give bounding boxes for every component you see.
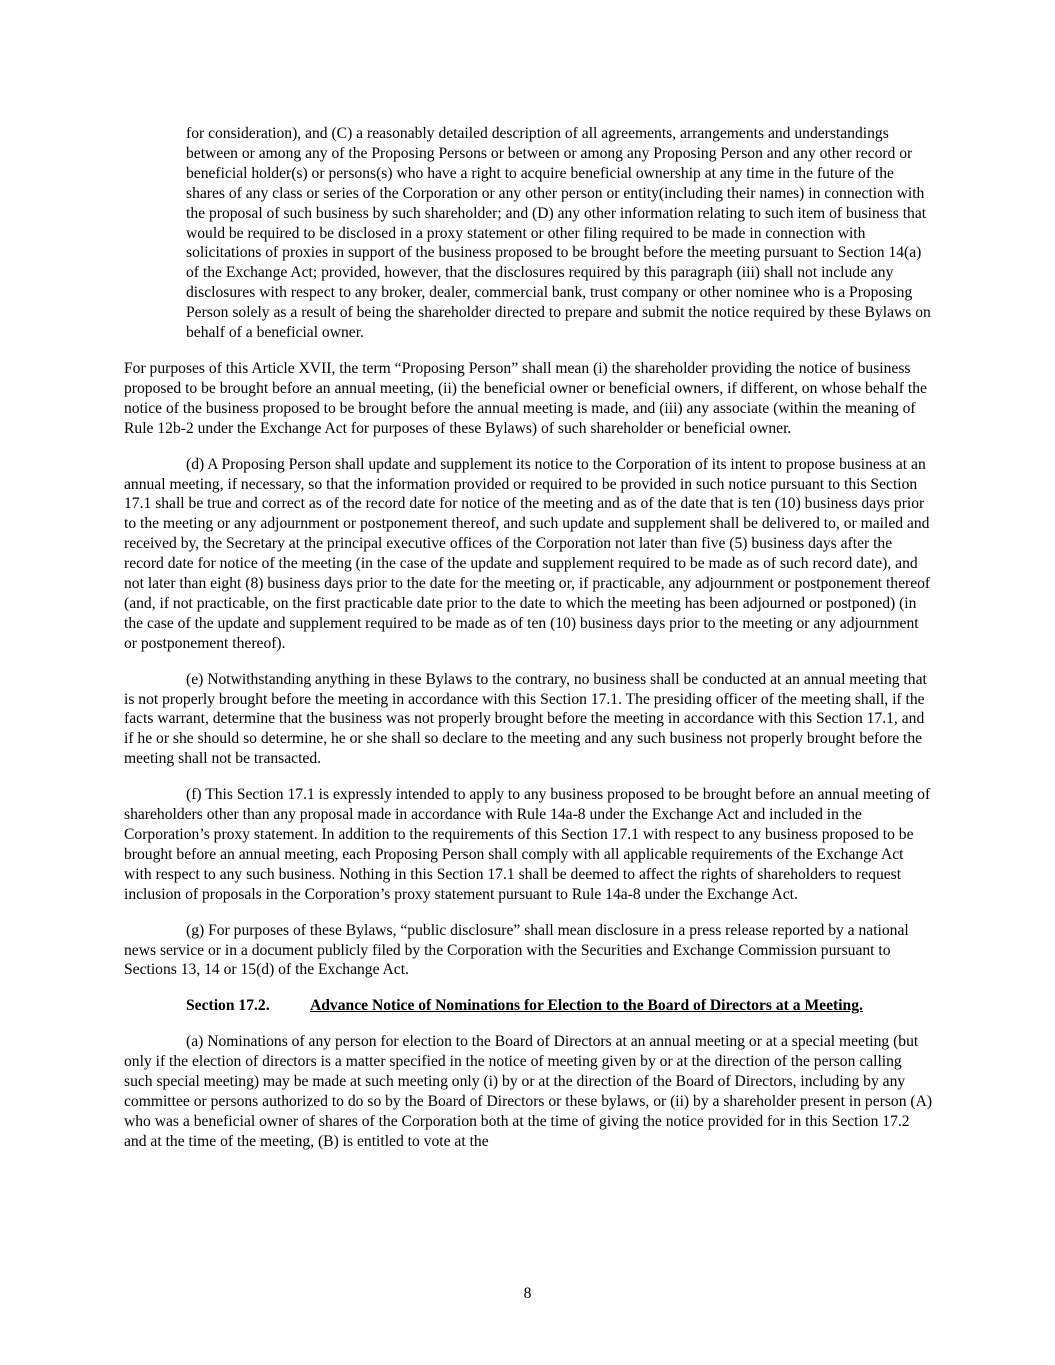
paragraph-a-nominations: (a) Nominations of any person for election to the Board of Directors at an annual meeting or at a special meeting (but only if the election of directors is a matter specified in the notice of meeting given by or at the direction of the person calling such special meeting) may be made at such meeting only (i) by or at the direction of the Board of Directors, including by any committee or persons authorized to do so by the Board of Directors or these bylaws, or (ii) by a shareholder present in person (A) who was a beneficial owner of shares of the Corporation both at the time of giving the notice provided for in this Section 17.2 and at the time of the meeting, (B) is entitled to vote at the bbox=[124, 1033, 933, 1150]
document-page bbox=[124, 124, 934, 1168]
page-number: 8 bbox=[523, 1285, 532, 1302]
section-heading bbox=[124, 996, 934, 1016]
section-title: Advance Notice of Nominations for Election to the Board of Directors at a Meeting. bbox=[310, 997, 863, 1015]
paragraph-d: (d) A Proposing Person shall update and supplement its notice to the Corporation of its intent to propose business at an annual meeting, if necessary, so that the information provided or required to be provided in such notice pursuant to this Section 17.1 shall be true and correct as of the record date for notice of the meeting and as of the date that is ten (10) business days prior to the meeting or any adjournment or postponement thereof, and such update and supplement shall be delivered to, or mailed and received by, the Secretary at the principal executive offices of the Corporation not later than five (5) business days after the record date for notice of the meeting (in the case of the update and supplement required to be made as of such record date), and not later than eight (8) business days prior to the date for the meeting or, if practicable, any adjournment or postponement thereof (and, if not practicable, on the first practicable date prior to the date to which the meeting has been adjourned or postponed) (in the case of the update and supplement required to be made as of ten (10) business days prior to the meeting or any adjournment or postponement thereof). bbox=[124, 455, 931, 652]
paragraph-proposing-person-definition: For purposes of this Article XVII, the term “Proposing Person” shall mean (i) the shareholder providing the notice of business proposed to be brought before an annual meeting, (ii) the beneficial owner or beneficial owners, if different, on whose behalf the notice of the business proposed to be brought before the annual meeting is made, and (iii) any associate (within the meaning of Rule 12b-2 under the Exchange Act for purposes of these Bylaws) of such shareholder or beneficial owner. bbox=[124, 359, 927, 437]
paragraph-e: (e) Notwithstanding anything in these Bylaws to the contrary, no business shall be conducted at an annual meeting that is not properly brought before the meeting in accordance with this Section 17.1. The presiding officer of the meeting shall, if the facts warrant, determine that the business was not properly brought before the meeting in accordance with this Section 17.1, and if he or she should so determine, he or she shall so declare to the meeting and any such business not properly brought before the meeting shall not be transacted. bbox=[124, 670, 927, 768]
paragraph-g: (g) For purposes of these Bylaws, “public disclosure” shall mean disclosure in a press release reported by a national news service or in a document publicly filed by the Corporation with the Securities and Exchange Commission pursuant to Sections 13, 14 or 15(d) of the Exchange Act. bbox=[124, 921, 909, 979]
paragraph-continuation: for consideration), and (C) a reasonably detailed description of all agreements, arrangements and understandings between or among any of the Proposing Persons or between or among any Proposing Person and any other record or beneficial holder(s) or persons(s) who have a right to acquire beneficial ownership at any time in the future of the shares of any class or series of the Corporation or any other person or entity(including their names) in connection with the proposal of such business by such shareholder; and (D) any other information relating to such item of business that would be required to be disclosed in a proxy statement or other filing required to be made in connection with solicitations of proxies in support of the business proposed to be brought before the meeting pursuant to Section 14(a) of the Exchange Act; provided, however, that the disclosures required by this paragraph (iii) shall not include any disclosures with respect to any broker, dealer, commercial bank, trust company or other nominee who is a Proposing Person solely as a result of being the shareholder directed to prepare and submit the notice required by these Bylaws on behalf of a beneficial owner. bbox=[186, 125, 931, 342]
section-number: Section 17.2. bbox=[186, 997, 270, 1015]
paragraph-f: (f) This Section 17.1 is expressly intended to apply to any business proposed to be brought before an annual meeting of shareholders other than any proposal made in accordance with Rule 14a-8 under the Exchange Act and included in the Corporation’s proxy statement. In addition to the requirements of this Section 17.1 with respect to any business proposed to be brought before an annual meeting, each Proposing Person shall comply with all applicable requirements of the Exchange Act with respect to any such business. Nothing in this Section 17.1 shall be deemed to affect the rights of shareholders to request inclusion of proposals in the Corporation’s proxy statement pursuant to Rule 14a-8 under the Exchange Act. bbox=[124, 786, 931, 903]
